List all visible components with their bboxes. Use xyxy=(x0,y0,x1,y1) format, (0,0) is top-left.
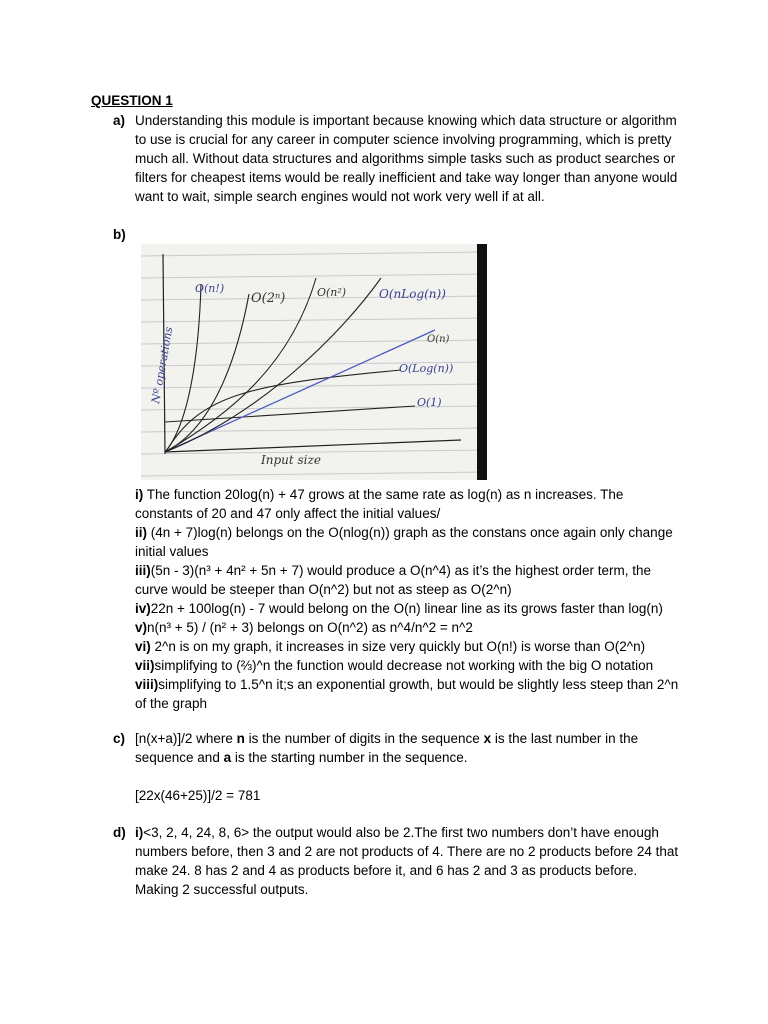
label-log: O(Log(n)) xyxy=(399,362,454,375)
b-item-vii: vii)simplifying to (⅔)^n the function would decrease not working with the big O notation xyxy=(135,658,654,673)
b-item-ii: ii) (4n + 7)log(n) belongs on the O(nlog(n)) graph as the constans once again only change initial values xyxy=(135,525,673,559)
b-item-i: i) The function 20log(n) + 47 grows at the same rate as log(n) as n increases. The constants of 20 and 47 only affect the initial values/ xyxy=(135,487,624,521)
answer-d-text: i)<3, 2, 4, 24, 8, 6> the output would also be 2.The first two numbers don’t have enough numbers before, then 3 and 2 are not products of 4. There are no 2 products before 24 that make 24. 8 has 2 and 4 as products before it, and 6 has 2 and 3 as products before. Making 2 successful outputs. xyxy=(135,825,679,897)
complexity-graph-photo xyxy=(141,244,487,480)
complexity-graph xyxy=(141,244,487,480)
answer-a-text: Understanding this module is important because knowing which data structure or algorithm to use is crucial for any career in computer science involving programming, which is pretty much all. Without data structures and algorithms simple tasks such as product searches or filters for cheapest items would be really inefficient and take way longer than anyone would want to wait, simple search engines would not work very well if at all. xyxy=(135,113,678,204)
answer-b-items xyxy=(113,485,683,713)
exponential-curve xyxy=(165,294,249,452)
b-item-vi: vi) 2^n is on my graph, it increases in size very quickly but O(n!) is worse than O(2^n) xyxy=(135,639,646,654)
factorial-curve xyxy=(165,284,201,452)
answer-a xyxy=(113,111,683,206)
label-linear: O(n) xyxy=(427,334,450,345)
answer-c xyxy=(113,729,683,767)
label-x-axis: Input size xyxy=(261,453,321,467)
b-item-iii: iii)(5n - 3)(n³ + 4n² + 5n + 7) would produce a O(n^4) as it’s the highest order term, the curve would be steeper than O(n^2) but not as steep as O(2^n) xyxy=(135,563,651,597)
answer-a-label: a) xyxy=(113,113,126,128)
answer-c-text: [n(x+a)]/2 where n is the number of digits in the sequence x is the last number in the sequence and a is the starting number in the sequence. xyxy=(135,731,639,765)
label-quadratic: O(n²) xyxy=(317,286,347,299)
b-item-iv: iv)22n + 100log(n) - 7 would belong on the O(n) linear line as its grows faster than log(n) xyxy=(135,601,663,616)
b-item-v: v)n(n³ + 5) / (n² + 3) belongs on O(n^2) as n^4/n^2 = n^2 xyxy=(135,620,473,635)
label-constant: O(1) xyxy=(417,396,442,409)
answer-c-formula: [22x(46+25)]/2 = 781 xyxy=(135,788,261,803)
label-exponential: O(2ⁿ) xyxy=(251,291,286,306)
b-item-viii: viii)simplifying to 1.5^n it;s an exponential growth, but would be slightly less steep than 2^n of the graph xyxy=(135,677,679,711)
answer-d-label: d) xyxy=(113,825,126,840)
label-y-axis: Nº operations xyxy=(149,325,176,405)
question-title: QUESTION 1 xyxy=(91,93,173,108)
x-axis-line xyxy=(165,440,461,452)
answer-c-formula-row xyxy=(113,786,683,805)
answer-b-label: b) xyxy=(113,227,126,242)
log-curve xyxy=(167,370,401,450)
label-nlogn: O(nLog(n)) xyxy=(379,287,446,301)
photo-edge xyxy=(477,244,487,480)
answer-c-label: c) xyxy=(113,731,126,746)
label-factorial: O(n!) xyxy=(195,282,225,295)
answer-d xyxy=(113,823,683,899)
